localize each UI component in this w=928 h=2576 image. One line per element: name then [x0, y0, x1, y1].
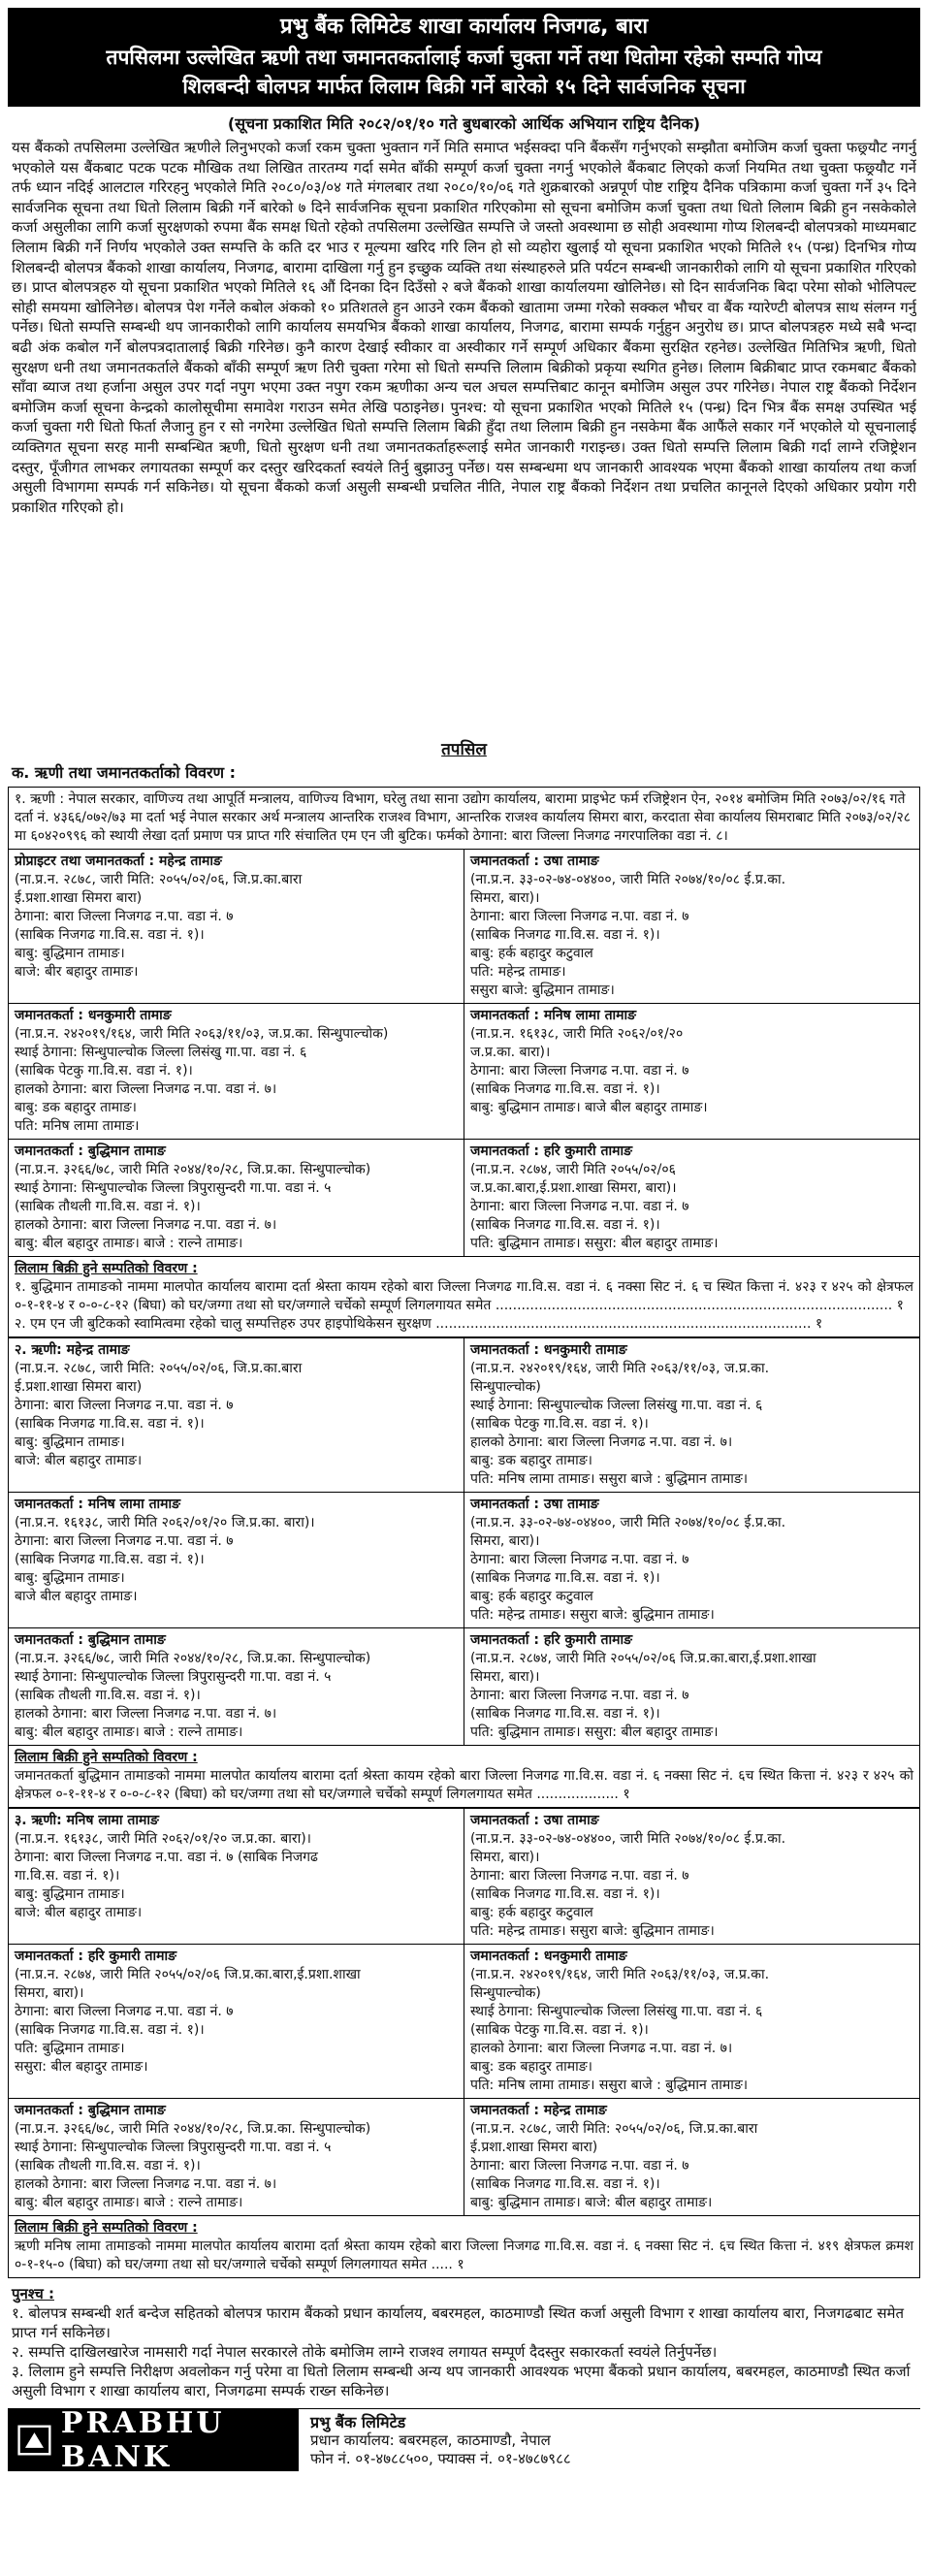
party-detail-line: बाबु: बुद्धिमान तामाङ। — [15, 946, 125, 961]
party-name: प्रोप्राइटर तथा जमानतकर्ता : महेन्द्र तामाङ — [15, 853, 222, 869]
intro-paragraph: यस बैंकको तपसिलमा उल्लेखित ऋणीले लिनुभएको कर्जा रकम चुक्ता भुक्तान गर्ने मिति समाप्त भईसक्दा पनि बैंकसँग गर्नुभएको सम्झौता बमोजिम कर्जा चुक्ता फछ्र्यौट नगर्नु भएकोले यस बैंकबाट पटक पटक मौखिक तथा लिखित तारतम्य गर्दा समेत बाँकी सम्पूर्ण कर्जा चुक्ता नगर्नु भएकोले बैंकबाट लिएको कर्जा नियमित तथा चुक्ता फछ्र्यौट गर्ने तर्फ ध्यान नदिई आलटाल गरिरहनु भएकोले मिति २०८०/०३/०४ गते मंगलबार तथा २०८०/१०/०६ गते शुक्रबारको अन्नपूर्ण पोष्ट राष्ट्रिय दैनिक पत्रिकामा कर्जा चुक्ता गर्ने ३५ दिने सार्वजनिक सूचना तथा धितो लिलाम बिक्री गर्ने बारेको ७ दिने सार्वजनिक सूचना प्रकाशित गरिएकोमा सो सूचना बमोजिम कर्जा चुक्ता तथा धितो लिलाम बिक्री हुन नसकेकोले कर्जा असुलीका लागि कर्जा सुरक्षणको रुपमा बैंक समक्ष धितो रहेको तपसिलमा उल्लेखित सम्पत्ति जे जस्तो अवस्थामा छ सोही अवस्थामा गोप्य शिलबन्दी बोलपत्रको माध्यमबाट लिलाम बिक्री गर्ने निर्णय भएकोले उक्त सम्पत्ति के कति दर भाउ र मूल्यमा खरिद गरि लिन हो सो व्यहोरा खुलाई यो सूचना प्रकाशित भएको मितिले १५ (पन्ध्र) दिनभित्र गोप्य शिलबन्दी बोलपत्र बैंकको शाखा कार्यालय, निजगढ, बारामा दाखिला गर्नु हुन इच्छुक व्यक्ति तथा संस्थाहरुले प्रति पर्यटन सम्बन्धी जानकारीको लागि यो सूचना प्रकाशित गरिएको छ। प्राप्त बोलपत्रहरु यो सूचना प्रकाशित भएको मितिले १६ औं दिनका दिन दिउँसो २ बजे बैंकको शाखा कार्यालयमा खोलिनेछ। सो दिन सार्वजनिक बिदा परेमा सोको भोलिपल्ट सोही समयमा खोलिनेछ। बोलपत्र पेश गर्नेले कबोल अंकको १० प्रतिशतले हुन आउने रकम बैंकको खातामा जम्मा गरेको सक्कल भौचर वा बैंक ग्यारेण्टी बोलपत्र साथ संलग्न गर्नु पर्नेछ। धितो सम्पत्ति सम्बन्धी थप जानकारीको लागि कार्यालय समयभित्र बैंकको शाखा कार्यालय, निजगढ, बारामा सम्पर्क गर्नुहुन अनुरोध छ। प्राप्त बोलपत्रहरु मध्ये सबै भन्दा बढी अंक कबोल गर्ने बोलपत्रदातालाई बिक्री गरिनेछ। कुनै कारण देखाई स्वीकार वा अस्वीकार गर्ने सम्पूर्ण अधिकार बैंकमा सुरक्षित रहनेछ। उल्लेखित मितिभित्र ऋणी, धितो सुरक्षण धनी तथा जमानतकर्ताले बैंकको बाँकी सम्पूर्ण ऋण तिरी चुक्ता गरेमा सो धितो सम्पत्ति लिलाम बिक्रीको प्रकृया स्थगित हुनेछ। लिलाम बिक्रीबाट प्राप्त रकमबाट बैंकको साँवा ब्याज तथा हर्जाना असुल उपर गर्दा नपुग भएमा उक्त नपुग रकम ऋणीका अन्य चल अचल सम्पत्तिबाट कानून बमोजिम असुल उपर गरिनेछ। नेपाल राष्ट्र बैंकको निर्देशन बमोजिम कर्जा सूचना केन्द्रको कालोसूचीमा समावेश गराउन समेत लेखि पठाइनेछ। पुनश्च: यो सूचना प्रकाशित भएको मितिले १५ (पन्ध्र) दिन भित्र बैंक समक्ष उपस्थित भई कर्जा चुक्ता गरी धितो फिर्ता लैजानु हुन र सो नगरेमा उल्लेखित धितो सम्पत्ति लिलाम बिक्री हुँदा तथा लिलाम बिक्री हुन नसकेमा बैंक आफैंले सकार गर्ने भएकोले यो सूचनालाई व्यक्तिगत सूचना सरह मानी सम्बन्धित ऋणी, धितो सुरक्षण धनी तथा जमानतकर्ताहरूलाई समेत जानकारी गराइन्छ। उक्त धितो सम्पत्ति लिलाम बिक्री गर्दा लाग्ने रजिष्ट्रेशन दस्तुर, पूँजीगत लाभकर लगायतका सम्पूर्ण कर दस्तुर खरिदकर्ता स्वयंले तिर्नु बुझाउनु पर्नेछ। यस सम्बन्धमा थप जानकारी आवश्यक भएमा बैंकको शाखा कार्यालय तथा कर्जा असुली विभागमा सम्पर्क गर्न सकिनेछ। यो सूचना बैंकको कर्जा असुली सम्बन्धी प्रचलित नीति, नेपाल राष्ट्र बैंकको निर्देशन तथा प्रचलित कानूनले दिएको अधिकार प्रयोग गरी प्रकाशित गरिएको हो। — [12, 139, 916, 516]
party-detail-line: (ना.प्र.न. २८७८, जारी मिति: २०५५/०२/०६, जि.प्र.का.बारा — [470, 2121, 758, 2137]
party-detail-line: (साबिक निजगढ गा.वि.स. वडा नं. १)। — [470, 1570, 660, 1586]
party-cell — [9, 1338, 464, 1493]
party-detail-line: ठेगाना: बारा जिल्ला निजगढ न.पा. वडा नं. ७ — [470, 1868, 689, 1884]
party-detail-line: सिमरा, बारा)। — [470, 1669, 540, 1685]
party-detail-line: बाबु: डक बहादुर तामाङ। — [470, 2059, 592, 2075]
party-detail-line: (ना.प्र.न. १६१३८, जारी मिति २०६२/०१/२० ज.प्र.का. बारा)। — [15, 1831, 311, 1847]
borrower-detail: १. ऋणी : नेपाल सरकार, वाणिज्य तथा आपूर्ति मन्त्रालय, वाणिज्य विभाग, घरेलु तथा साना उद्योग कार्यालय, बारामा प्राइभेट फर्म रजिष्ट्रेशन ऐन, २०१४ बमोजिम मिति २०७३/०२/१६ गते दर्ता नं. ४३६६/०७२/७३ मा दर्ता भई नेपाल सरकार अर्थ मन्त्रालय आन्तरिक राजश्व विभाग, आन्तरिक राजश्व कार्यालय सिमरा बारा, करदाता सेवा कार्यालय सिमराबाट मिति २०७३/०२/२८ मा ६०४२०९९६ को स्थायी लेखा दर्ता प्रमाण पत्र प्राप्त गरि संचालित एम एन जी बुटिक। फर्मको ठेगाना: बारा जिल्ला निजगढ नगरपालिका वडा नं. ८। — [9, 788, 920, 850]
party-detail-line: ठेगाना: बारा जिल्ला निजगढ न.पा. वडा नं. ७ — [470, 1063, 689, 1079]
party-detail-line: ठेगाना: बारा जिल्ला निजगढ न.पा. वडा नं. ७ — [15, 909, 234, 924]
party-detail-line: हालको ठेगाना: बारा जिल्ला निजगढ न.पा. वडा नं. ७। — [15, 1706, 277, 1722]
party-cell — [9, 1140, 464, 1257]
party-cell — [9, 1945, 464, 2099]
party-detail-line: बाबु: बील बहादुर तामाङ। बाजे : राल्ने तामाङ। — [15, 1724, 243, 1740]
party-detail-line: (ना.प्र.न. ३३-०२-७४-०४४००, जारी मिति २०७४/१०/०८ ई.प्र.का. — [470, 872, 786, 887]
party-detail-line: ई.प्रशा.शाखा सिमरा बारा) — [15, 890, 143, 906]
party-detail-line: (साबिक निजगढ गा.वि.स. वडा नं. १)। — [470, 1081, 660, 1097]
party-detail-line: हालको ठेगाना: बारा जिल्ला निजगढ न.पा. वडा नं. ७। — [470, 2041, 733, 2056]
party-name: जमानतकर्ता : धनकुमारी तामाङ — [470, 1948, 627, 1964]
party-detail-line: (साबिक निजगढ गा.वि.स. वडा नं. १)। — [15, 2022, 205, 2038]
party-detail-line: ससुरा बाजे: बुद्धिमान तामाङ। — [470, 982, 615, 998]
party-detail-line: सिन्धुपाल्चोक) — [470, 1985, 541, 2001]
party-name: जमानतकर्ता : बुद्धिमान तामाङ — [15, 2103, 166, 2118]
party-detail-line: बाबु: डक बहादुर तामाङ। — [15, 1100, 137, 1115]
party-detail-line: ठेगाना: बारा जिल्ला निजगढ न.पा. वडा नं. ७ — [470, 909, 689, 924]
party-name: जमानतकर्ता : उषा तामाङ — [470, 853, 599, 869]
bank-address: प्रधान कार्यालय: बबरमहल, काठमाण्डौ, नेपाल — [310, 2431, 551, 2449]
party-name: जमानतकर्ता : उषा तामाङ — [470, 1497, 599, 1512]
party-detail-line: पति: मनिष लामा तामाङ। — [15, 1118, 140, 1134]
party-detail-line: (साबिक तौथली गा.वि.स. वडा नं. १)। — [15, 1688, 201, 1703]
party-cell — [9, 1493, 464, 1628]
party-detail-line: सिमरा, बारा)। — [470, 1533, 540, 1549]
punascha-item: १. बोलपत्र सम्बन्धी शर्त बन्देज सहितको बोलपत्र फाराम बैंकको प्रधान कार्यालय, बबरमहल, काठमाण्डौ स्थित कर्जा असुली विभाग र शाखा कार्यालय बारा, निजगढबाट समेत प्राप्त गर्न सकिनेछ। — [12, 2304, 905, 2341]
party-detail-line: (साबिक निजगढ गा.वि.स. वडा नं. १)। — [15, 1416, 205, 1432]
party-detail-line: (ना.प्र.न. १६१३८, जारी मिति २०६२/०१/२० जि.प्र.का. बारा)। — [15, 1515, 315, 1530]
party-detail-line: बाबु: बुद्धिमान तामाङ। — [15, 1434, 125, 1450]
party-name: जमानतकर्ता : बुद्धिमान तामाङ — [15, 1143, 166, 1159]
party-detail-line: (ना.प्र.न. ३२६६/७८, जारी मिति २०४४/१०/२८, जि.प्र.का. सिन्धुपाल्चोक) — [15, 2121, 371, 2137]
logo-text: PRABHU BANK — [60, 2406, 225, 2474]
party-detail-line: सिमरा, बारा)। — [470, 890, 540, 906]
party-detail-line: हालको ठेगाना: बारा जिल्ला निजगढ न.पा. वडा नं. ७। — [15, 1217, 277, 1233]
party-cell — [464, 1809, 920, 1945]
party-detail-line: ठेगाना: बारा जिल्ला निजगढ न.पा. वडा नं. ७ — [470, 1199, 689, 1214]
party-detail-line: बाबु: डक बहादुर तामाङ। — [470, 1453, 592, 1468]
party-detail-line: ई.प्रशा.शाखा सिमरा बारा) — [470, 2140, 598, 2155]
punascha-title: पुनश्च : — [12, 2285, 54, 2302]
party-detail-line: ई.प्रशा.शाखा सिमरा बारा) — [15, 1379, 143, 1395]
party-detail-line: बाबु: बुद्धिमान तामाङ। — [15, 1570, 125, 1586]
bank-logo — [8, 2406, 299, 2474]
party-detail-line: बाबु: हर्क बहादुर कटुवाल — [470, 946, 593, 961]
party-detail-line: स्थाई ठेगाना: सिन्धुपाल्चोक जिल्ला त्रिपुरासुन्दरी गा.पा. वडा नं. ५ — [15, 1180, 332, 1196]
property-description: ऋणी मनिष लामा तामाङको नाममा मालपोत कार्यालय बारामा दर्ता श्रेस्ता कायम रहेको बारा जिल्ला निजगढ गा.वि.स. वडा नं. ६ नक्सा सिट नं. ६च स्थित कित्ता नं. ४१९ क्षेत्रफल क्रमश ०-१-१५-० (बिघा) को घर/जग्गा तथा सो घर/जग्गाले चर्चेको सम्पूर्ण लिगलगायत समेत ..... १ — [15, 2238, 913, 2272]
party-cell — [9, 1628, 464, 1746]
property-title: लिलाम बिक्री हुने सम्पतिको विवरण : — [15, 1261, 198, 1276]
party-name: जमानतकर्ता : धनकुमारी तामाङ — [470, 1342, 627, 1358]
notice-page — [8, 8, 920, 2560]
party-detail-line: (ना.प्र.न. २४२०१९/१६४, जारी मिति २०६३/११/०३, ज.प्र.का. सिन्धुपाल्चोक) — [15, 1026, 389, 1042]
party-detail-line: स्थाई ठेगाना: सिन्धुपाल्चोक जिल्ला लिसंखु गा.पा. वडा नं. ६ — [15, 1045, 307, 1060]
party-detail-line: स्थाई ठेगाना: सिन्धुपाल्चोक जिल्ला त्रिपुरासुन्दरी गा.पा. वडा नं. ५ — [15, 1669, 332, 1685]
party-detail-line: बाबु: बील बहादुर तामाङ। बाजे : राल्ने तामाङ। — [15, 2195, 243, 2210]
header-bank-branch: प्रभु बैंक लिमिटेड शाखा कार्यालय निजगढ, बारा — [279, 15, 649, 39]
party-detail-line: (ना.प्र.न. २४२०१९/१६४, जारी मिति २०६३/११/०३, ज.प्र.का. — [470, 1967, 770, 1982]
party-detail-line: (ना.प्र.न. ३३-०२-७४-०४४००, जारी मिति २०७४/१०/०८ ई.प्र.का. — [470, 1515, 786, 1530]
party-detail-line: बाजे: बील बहादुर तामाङ। — [15, 1905, 143, 1920]
party-detail-line: पति: महेन्द्र तामाङ। ससुरा बाजे: बुद्धिमान तामाङ। — [470, 1607, 715, 1623]
bank-footer — [8, 2408, 920, 2472]
party-detail-line: पति: बुद्धिमान तामाङ। ससुरा: बील बहादुर तामाङ। — [470, 1724, 719, 1740]
party-name: २. ऋणी: महेन्द्र तामाङ — [15, 1342, 130, 1358]
notice-header — [8, 8, 920, 107]
punascha-item: २. सम्पत्ति दाखिलखारेज नामसारी गर्दा नेपाल सरकारले तोके बमोजिम लाग्ने राजश्व लगायत सम्पूर्ण दैदस्तुर सकारकर्ता स्वयंले तिर्नुपर्नेछ। — [12, 2343, 718, 2361]
party-cell — [464, 1140, 920, 1257]
party-detail-line: बाबु: हर्क बहादुर कटुवाल — [470, 1905, 593, 1920]
party-detail-line: ठेगाना: बारा जिल्ला निजगढ न.पा. वडा नं. ७ — [470, 1552, 689, 1567]
property-hypothecation: २. एम एन जी बुटिकको स्वामित्वमा रहेको चालु सम्पत्तिहरु उपर हाइपोथिकेसन सुरक्षण ....................................................................................... १ — [15, 1316, 823, 1332]
property-cell — [9, 1257, 920, 1337]
party-detail-line: (ना.प्र.न. २८७८, जारी मिति: २०५५/०२/०६, जि.प्र.का.बारा — [15, 1361, 303, 1376]
party-cell — [464, 2099, 920, 2216]
party-detail-line: पति: महेन्द्र तामाङ। ससुरा बाजे: बुद्धिमान तामाङ। — [470, 1923, 715, 1939]
bank-logo-icon — [17, 2421, 51, 2460]
party-detail-line: (ना.प्र.न. २८७४, जारी मिति २०५५/०२/०६ जि.प्र.का.बारा,ई.प्रशा.शाखा — [470, 1651, 816, 1666]
party-detail-line: (ना.प्र.न. ३२६६/७८, जारी मिति २०४४/१०/२८, जि.प्र.का. सिन्धुपाल्चोक) — [15, 1651, 371, 1666]
party-detail-line: ठेगाना: बारा जिल्ला निजगढ न.पा. वडा नं. ७ — [470, 2158, 689, 2174]
party-detail-line: ठेगाना: बारा जिल्ला निजगढ न.पा. वडा नं. ७ — [15, 1398, 234, 1413]
party-cell — [9, 2099, 464, 2216]
party-detail-line: ठेगाना: बारा जिल्ला निजगढ न.पा. वडा नं. ७ — [470, 1688, 689, 1703]
party-name: जमानतकर्ता : धनकुमारी तामाङ — [15, 1008, 172, 1023]
party-name: जमानतकर्ता : उषा तामाङ — [470, 1813, 599, 1828]
bank-name: प्रभु बैंक लिमिटेड — [310, 2413, 406, 2431]
party-detail-line: स्थाई ठेगाना: सिन्धुपाल्चोक जिल्ला त्रिपुरासुन्दरी गा.पा. वडा नं. ५ — [15, 2140, 332, 2155]
party-detail-line: (साबिक पेटकु गा.वि.स. वडा नं. १)। — [470, 1416, 649, 1432]
property-description: १. बुद्धिमान तामाङको नाममा मालपोत कार्यालय बारामा दर्ता श्रेस्ता कायम रहेको बारा जिल्ला निजगढ गा.वि.स. वडा नं. ६ नक्सा सिट नं. ६ च स्थित कित्ता नं. ४२३ र ४२५ को क्षेत्रफल ०-१-११-४ र ०-०-८-१२ (बिघा) को घर/जग्गा तथा सो घर/जग्गाले चर्चेको सम्पूर्ण लिगलगायत समेत ............................................................................................ १ — [15, 1279, 913, 1313]
party-detail-line: (साबिक निजगढ गा.वि.स. वडा नं. १)। — [15, 1552, 205, 1567]
party-detail-line: (साबिक पेटकु गा.वि.स. वडा नं. १)। — [470, 2022, 649, 2038]
party-name: ३. ऋणी: मनिष लामा तामाङ — [15, 1813, 159, 1828]
party-cell — [464, 1493, 920, 1628]
borrower-table — [8, 787, 920, 1337]
borrower-table — [8, 1337, 920, 1808]
section-title: क. ऋणी तथा जमानतकर्ताको विवरण : — [12, 763, 237, 782]
party-detail-line: (साबिक तौथली गा.वि.स. वडा नं. १)। — [15, 2158, 201, 2174]
party-detail-line: (ना.प्र.न. २८७४, जारी मिति २०५५/०२/०६ — [470, 1162, 676, 1177]
party-detail-line: ठेगाना: बारा जिल्ला निजगढ न.पा. वडा नं. ७ — [15, 2004, 234, 2019]
party-detail-line: (साबिक निजगढ गा.वि.स. वडा नं. १)। — [15, 927, 205, 943]
party-detail-line: पति: मनिष लामा तामाङ। ससुरा बाजे : बुद्धिमान तामाङ। — [470, 2077, 749, 2093]
party-detail-line: (ना.प्र.न. २४२०१९/१६४, जारी मिति २०६३/११/०३, ज.प्र.का. — [470, 1361, 770, 1376]
party-detail-line: (साबिक निजगढ गा.वि.स. वडा नं. १)। — [470, 927, 660, 943]
party-name: जमानतकर्ता : महेन्द्र तामाङ — [470, 2103, 607, 2118]
property-title: लिलाम बिक्री हुने सम्पतिको विवरण : — [15, 1750, 198, 1765]
party-detail-line: बाजे बील बहादुर तामाङ। — [15, 1589, 138, 1604]
party-name: जमानतकर्ता : बुद्धिमान तामाङ — [15, 1632, 166, 1648]
party-detail-line: पति: बुद्धिमान तामाङ। — [15, 2041, 125, 2056]
property-cell — [9, 2216, 920, 2278]
party-cell — [464, 1945, 920, 2099]
party-name: जमानतकर्ता : हरि कुमारी तामाङ — [470, 1143, 632, 1159]
party-detail-line: बाबु: बुद्धिमान तामाङ। — [15, 1886, 125, 1902]
bank-phone: फोन नं. ०१-४७८८५००, फ्याक्स नं. ०१-४७८७९८८ — [310, 2450, 571, 2467]
party-detail-line: ठेगाना: बारा जिल्ला निजगढ न.पा. वडा नं. ७ (साबिक निजगढ — [15, 1850, 318, 1865]
party-detail-line: पति: बुद्धिमान तामाङ। ससुरा: बील बहादुर तामाङ। — [470, 1236, 719, 1251]
party-detail-line: (साबिक पेटकु गा.वि.स. वडा नं. १)। — [15, 1063, 193, 1079]
borrower-table — [8, 1808, 920, 2278]
party-detail-line: पति: महेन्द्र तामाङ। — [470, 964, 566, 980]
party-detail-line: ज.प्र.का. बारा)। — [470, 1045, 551, 1060]
party-detail-line: बाबु: बील बहादुर तामाङ। बाजे : राल्ने तामाङ। — [15, 1236, 243, 1251]
party-cell — [464, 1628, 920, 1746]
punascha-item: ३. लिलाम हुने सम्पत्ति निरीक्षण अवलोकन गर्नु परेमा वा धितो लिलाम सम्बन्धी अन्य थप जानकारी आवश्यक भएमा बैंकको प्रधान कार्यालय, बबरमहल, काठमाण्डौ स्थित कर्जा असुली विभाग र शाखा कार्यालय बारा, निजगढमा सम्पर्क राख्न सकिनेछ। — [12, 2363, 911, 2399]
property-description: जमानतकर्ता बुद्धिमान तामाङको नाममा मालपोत कार्यालय बारामा दर्ता श्रेस्ता कायम रहेको बारा जिल्ला निजगढ गा.वि.स. वडा नं. ६ नक्सा सिट नं. ६च स्थित कित्ता नं. ४२३ र ४२५ को क्षेत्रफल ०-१-११-४ र ०-०-८-१२ (बिघा) को घर/जग्गा तथा सो घर/जग्गाले चर्चेको सम्पूर्ण लिगलगायत समेत ................... १ — [15, 1768, 913, 1802]
party-detail-line: पति: मनिष लामा तामाङ। ससुरा बाजे : बुद्धिमान तामाङ। — [470, 1471, 749, 1487]
property-title: लिलाम बिक्री हुने सम्पतिको विवरण : — [15, 2220, 198, 2236]
party-detail-line: बाबु: बुद्धिमान तामाङ। बाजे बील बहादुर तामाङ। — [470, 1100, 708, 1115]
party-cell — [9, 1004, 464, 1140]
party-cell — [464, 1004, 920, 1140]
party-name: जमानतकर्ता : मनिष लामा तामाङ — [470, 1008, 637, 1023]
borrower-groups — [8, 787, 920, 2278]
party-detail-line: ठेगाना: बारा जिल्ला निजगढ न.पा. वडा नं. ७ — [15, 1533, 234, 1549]
party-name: जमानतकर्ता : हरि कुमारी तामाङ — [470, 1632, 632, 1648]
party-detail-line: बाजे: बील बहादुर तामाङ। — [15, 1453, 143, 1468]
property-cell — [9, 1746, 920, 1808]
publication-note: (सूचना प्रकाशित मिति २०८२/०१/१० गते बुधबारको आर्थिक अभियान राष्ट्रिय दैनिक) — [227, 114, 701, 133]
party-detail-line: (ना.प्र.न. २८७८, जारी मिति: २०५५/०२/०६, जि.प्र.का.बारा — [15, 872, 303, 887]
party-detail-line: स्थाई ठेगाना: सिन्धुपाल्चोक जिल्ला लिसंखु गा.पा. वडा नं. ६ — [470, 2004, 763, 2019]
party-name: जमानतकर्ता : हरि कुमारी तामाङ — [15, 1948, 176, 1964]
tapsil-title: तपसिल — [441, 740, 487, 759]
party-detail-line: हालको ठेगाना: बारा जिल्ला निजगढ न.पा. वडा नं. ७। — [470, 1434, 733, 1450]
party-detail-line: (साबिक निजगढ गा.वि.स. वडा नं. १)। — [470, 2176, 660, 2192]
party-detail-line: ज.प्र.का.बारा,ई.प्रशा.शाखा सिमरा, बारा)। — [470, 1180, 677, 1196]
party-detail-line: सिमरा, बारा)। — [470, 1850, 540, 1865]
header-line-2: तपसिलमा उल्लेखित ऋणी तथा जमानतकर्तालाई कर्जा चुक्ता गर्ने तथा धितोमा रहेको सम्पति गोप्य — [106, 46, 822, 69]
party-cell — [464, 850, 920, 1004]
party-detail-line: सिमरा, बारा)। — [15, 1985, 84, 2001]
party-detail-line: (ना.प्र.न. २८७४, जारी मिति २०५५/०२/०६ जि.प्र.का.बारा,ई.प्रशा.शाखा — [15, 1967, 361, 1982]
party-detail-line: (साबिक निजगढ गा.वि.स. वडा नं. १)। — [470, 1706, 660, 1722]
party-cell — [464, 1338, 920, 1493]
party-detail-line: बाजे: बीर बहादुर तामाङ। — [15, 964, 139, 980]
party-detail-line: ससुरा: बील बहादुर तामाङ। — [15, 2059, 148, 2075]
bank-contact — [299, 2409, 920, 2472]
party-detail-line: (ना.प्र.न. १६१३८, जारी मिति २०६२/०१/२० — [470, 1026, 684, 1042]
party-cell — [9, 850, 464, 1004]
party-name: जमानतकर्ता : मनिष लामा तामाङ — [15, 1497, 181, 1512]
party-detail-line: (ना.प्र.न. ३२६६/७८, जारी मिति २०४४/१०/२८, जि.प्र.का. सिन्धुपाल्चोक) — [15, 1162, 371, 1177]
header-line-3: शिलबन्दी बोलपत्र मार्फत लिलाम बिक्री गर्ने बारेको १५ दिने सार्वजनिक सूचना — [182, 75, 746, 98]
party-detail-line: बाबु: हर्क बहादुर कटुवाल — [470, 1589, 593, 1604]
punascha-section — [12, 2284, 916, 2400]
party-detail-line: (साबिक तौथली गा.वि.स. वडा नं. १)। — [15, 1199, 201, 1214]
party-detail-line: (साबिक निजगढ गा.वि.स. वडा नं. १)। — [470, 1217, 660, 1233]
party-detail-line: बाबु: बुद्धिमान तामाङ। बाजे: बील बहादुर तामाङ। — [470, 2195, 713, 2210]
party-detail-line: (ना.प्र.न. ३३-०२-७४-०४४००, जारी मिति २०७४/१०/०८ ई.प्र.का. — [470, 1831, 786, 1847]
party-detail-line: हालको ठेगाना: बारा जिल्ला निजगढ न.पा. वडा नं. ७। — [15, 2176, 277, 2192]
party-detail-line: स्थाई ठेगाना: सिन्धुपाल्चोक जिल्ला लिसंखु गा.पा. वडा नं. ६ — [470, 1398, 763, 1413]
party-cell — [9, 1809, 464, 1945]
party-detail-line: (साबिक निजगढ गा.वि.स. वडा नं. १)। — [470, 1886, 660, 1902]
party-detail-line: गा.वि.स. वडा नं. १)। — [15, 1868, 120, 1884]
party-detail-line: हालको ठेगाना: बारा जिल्ला निजगढ न.पा. वडा नं. ७। — [15, 1081, 277, 1097]
party-detail-line: सिन्धुपाल्चोक) — [470, 1379, 541, 1395]
